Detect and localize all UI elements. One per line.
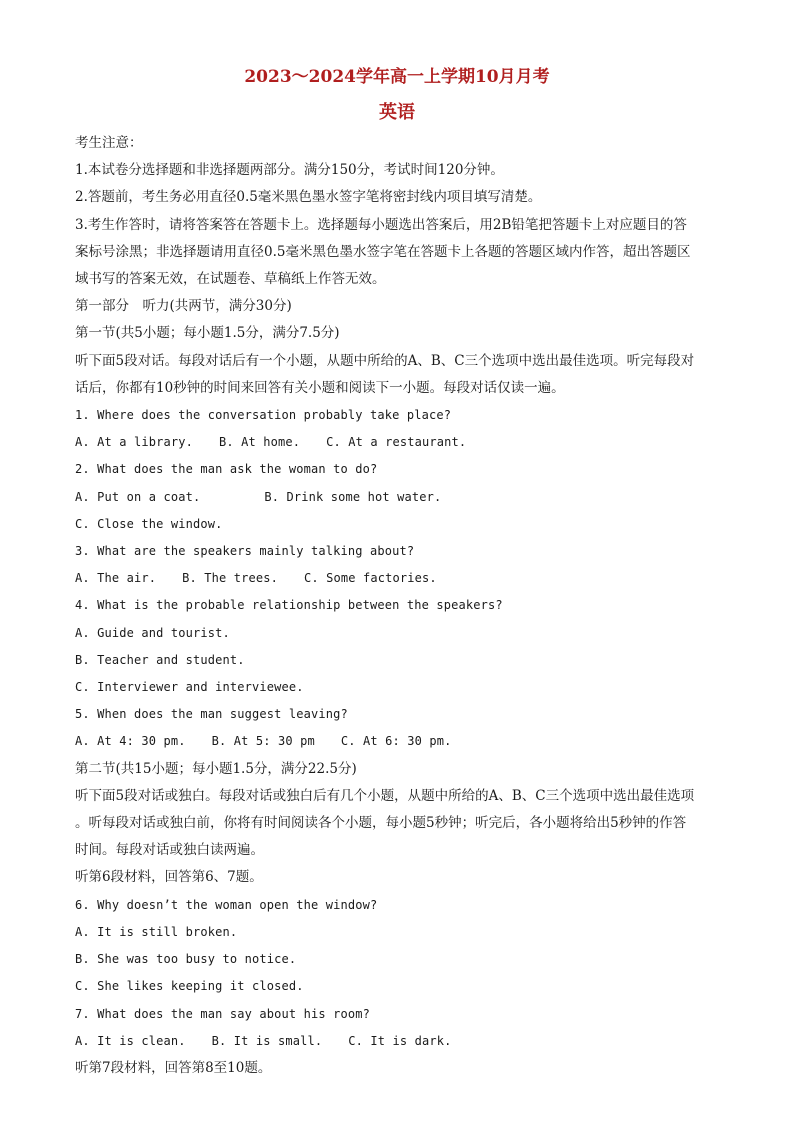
question-7-options	[75, 1028, 720, 1055]
question-1-options	[75, 429, 720, 456]
subject-title: 英语	[379, 102, 415, 123]
question-4-stem: 4. What is the probable relationship between the speakers?	[75, 598, 503, 613]
option-b: B. Teacher and student.	[75, 652, 245, 667]
option-b: B. She was too busy to notice.	[75, 952, 297, 967]
notice-item: 3.考生作答时，请将答案答在答题卡上。选择题每小题选出答案后，用2B铅笔把答题卡上对应题目的答	[75, 216, 687, 233]
option-c: C. Close the window.	[75, 516, 223, 531]
question-3-options	[75, 565, 720, 592]
option-a: A. Put on a coat.	[75, 489, 201, 504]
section2-instructions: 时间。每段对话或独白读两遍。	[75, 842, 264, 859]
option-c: C. Interviewer and interviewee.	[75, 680, 304, 695]
notice-item: 域书写的答案无效，在试题卷、草稿纸上作答无效。	[75, 271, 386, 288]
option-a: A. At 4: 30 pm.	[75, 734, 186, 749]
question-3-stem: 3. What are the speakers mainly talking about?	[75, 544, 415, 559]
notice-item: 2.答题前，考生务必用直径0.5毫米黑色墨水签字笔将密封线内项目填写清楚。	[75, 189, 542, 206]
notice-item: 1.本试卷分选择题和非选择题两部分。满分150分，考试时间120分钟。	[75, 162, 504, 179]
question-6-stem: 6. Why doesn’t the woman open the window?	[75, 897, 378, 912]
section2-instructions: 听下面5段对话或独白。每段对话或独白后有几个小题，从题中所给的A、B、C三个选项中选出最佳选项	[75, 787, 695, 804]
question-7-stem: 7. What does the man say about his room?	[75, 1006, 370, 1021]
question-5-stem: 5. When does the man suggest leaving?	[75, 707, 348, 722]
notice-heading: 考生注意：	[75, 135, 143, 151]
option-a: A. At a library.	[75, 435, 193, 450]
question-2-options	[75, 484, 720, 511]
option-c: C. It is dark.	[348, 1033, 452, 1048]
section1-heading: 第一节(共5小题；每小题1.5分，满分7.5分)	[75, 325, 340, 342]
option-b: B. The trees.	[182, 571, 278, 586]
question-5-options	[75, 728, 720, 755]
option-c: C. At a restaurant.	[326, 435, 467, 450]
section2-heading: 第二节(共15小题；每小题1.5分，满分22.5分)	[75, 760, 357, 777]
option-a: A. It is clean.	[75, 1033, 186, 1048]
option-c: C. She likes keeping it closed.	[75, 979, 304, 994]
option-b: B. It is small.	[211, 1033, 323, 1048]
notice-item: 案标号涂黑；非选择题请用直径0.5毫米黑色墨水签字笔在答题卡上各题的答题区域内作答，超出答题区	[75, 243, 691, 260]
question-2-stem: 2. What does the man ask the woman to do?	[75, 462, 378, 477]
option-c: C. Some factories.	[304, 571, 437, 586]
material-6-heading: 听第6段材料，回答第6、7题。	[75, 869, 263, 886]
part1-heading: 第一部分 听力(共两节，满分30分)	[75, 298, 292, 315]
exam-body	[75, 130, 720, 1082]
section1-instructions: 听下面5段对话。每段对话后有一个小题，从题中所给的A、B、C三个选项中选出最佳选项。听完每段对	[75, 352, 695, 369]
option-a: A. Guide and tourist.	[75, 625, 230, 640]
material-7-heading: 听第7段材料，回答第8至10题。	[75, 1059, 272, 1076]
option-c: C. At 6: 30 pm.	[340, 734, 452, 749]
option-b: B. Drink some hot water.	[264, 489, 442, 504]
option-b: B. At home.	[219, 435, 301, 450]
section1-instructions: 话后，你都有10秒钟的时间来回答有关小题和阅读下一小题。每段对话仅读一遍。	[75, 379, 565, 396]
question-1-stem: 1. Where does the conversation probably take place?	[75, 408, 452, 423]
option-a: A. It is still broken.	[75, 924, 238, 939]
option-b: B. At 5: 30 pm	[211, 734, 315, 749]
section2-instructions: 。听每段对话或独白前，你将有时间阅读各个小题，每小题5秒钟；听完后，各小题将给出5秒钟的作答	[75, 815, 687, 832]
option-a: A. The air.	[75, 571, 157, 586]
exam-title: 2023～2024学年高一上学期10月月考	[244, 67, 550, 87]
